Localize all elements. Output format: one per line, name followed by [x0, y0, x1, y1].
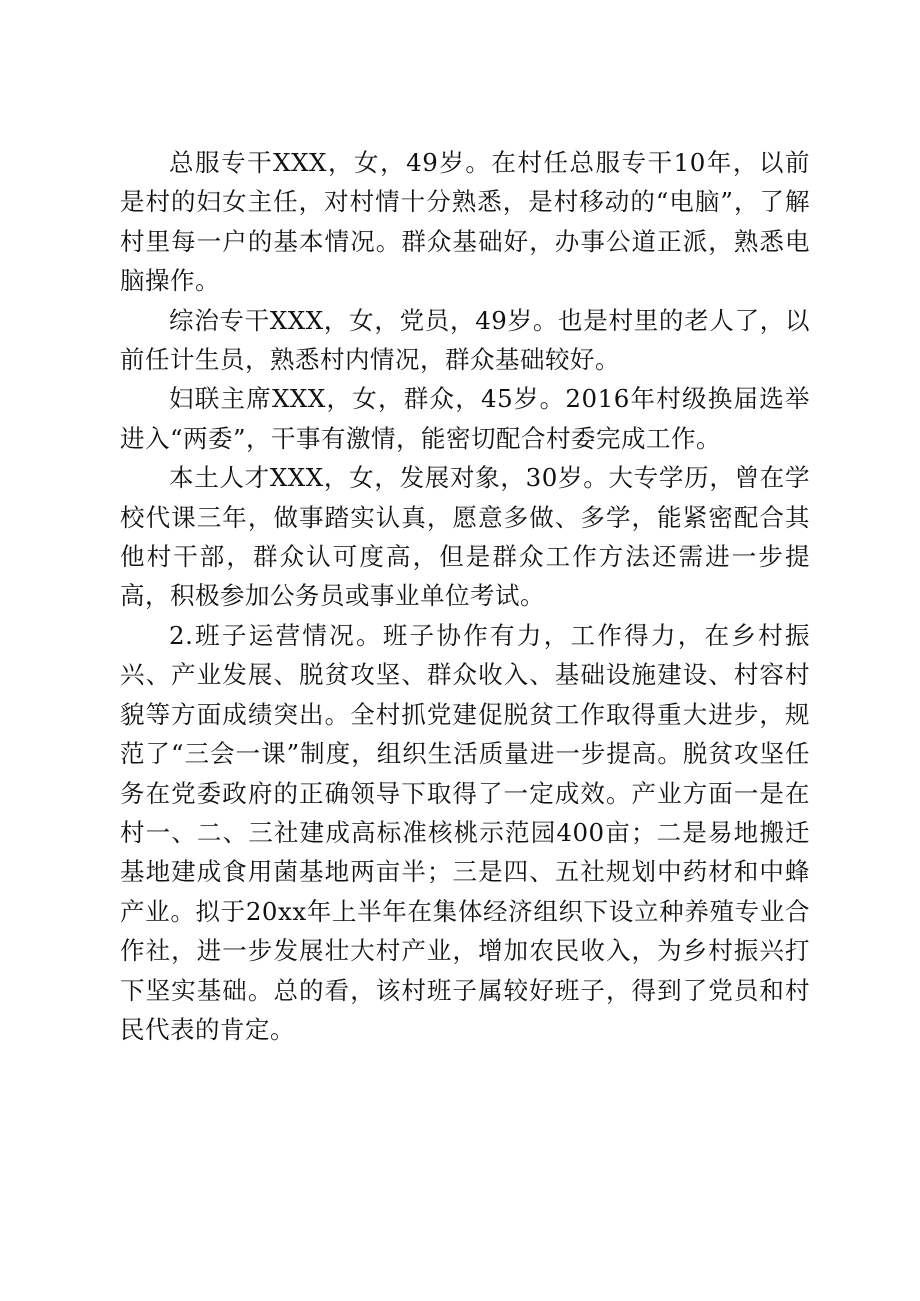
paragraph-staff-general-service: 总服专干XXX，女，49岁。在村任总服专干10年，以前是村的妇女主任，对村情十分熟悉，是村移动的“电脑”，了解村里每一户的基本情况。群众基础好，办事公道正派，熟悉电脑操作。 — [120, 148, 810, 296]
paragraph-staff-local-talent: 本土人才XXX，女，发展对象，30岁。大专学历，曾在学校代课三年，做事踏实认真，愿意多做、多学，能紧密配合其他村干部，群众认可度高，但是群众工作方法还需进一步提高，积极参加公务员或事业单位考试。 — [120, 463, 810, 611]
document-body — [120, 143, 810, 1049]
paragraph-staff-womens-federation: 妇联主席XXX，女，群众，45岁。2016年村级换届选举进入“两委”，干事有激情，能密切配合村委完成工作。 — [120, 384, 810, 453]
paragraph-team-operation: 2.班子运营情况。班子协作有力，工作得力，在乡村振兴、产业发展、脱贫攻坚、群众收入、基础设施建设、村容村貌等方面成绩突出。全村抓党建促脱贫工作取得重大进步，规范了“三会一课”制度，组织生活质量进一步提高。脱贫攻坚任务在党委政府的正确领导下取得了一定成效。产业方面一是在村一、二、三社建成高标准核桃示范园400亩；二是易地搬迁基地建成食用菌基地两亩半；三是四、五社规划中药材和中蜂产业。拟于20xx年上半年在集体经济组织下设立种养殖专业合作社，进一步发展壮大村产业，增加农民收入，为乡村振兴打下坚实基础。总的看，该村班子属较好班子，得到了党员和村民代表的肯定。 — [120, 620, 810, 1044]
paragraph-staff-comprehensive-governance: 综治专干XXX，女，党员，49岁。也是村里的老人了，以前任计生员，熟悉村内情况，群众基础较好。 — [120, 305, 810, 375]
